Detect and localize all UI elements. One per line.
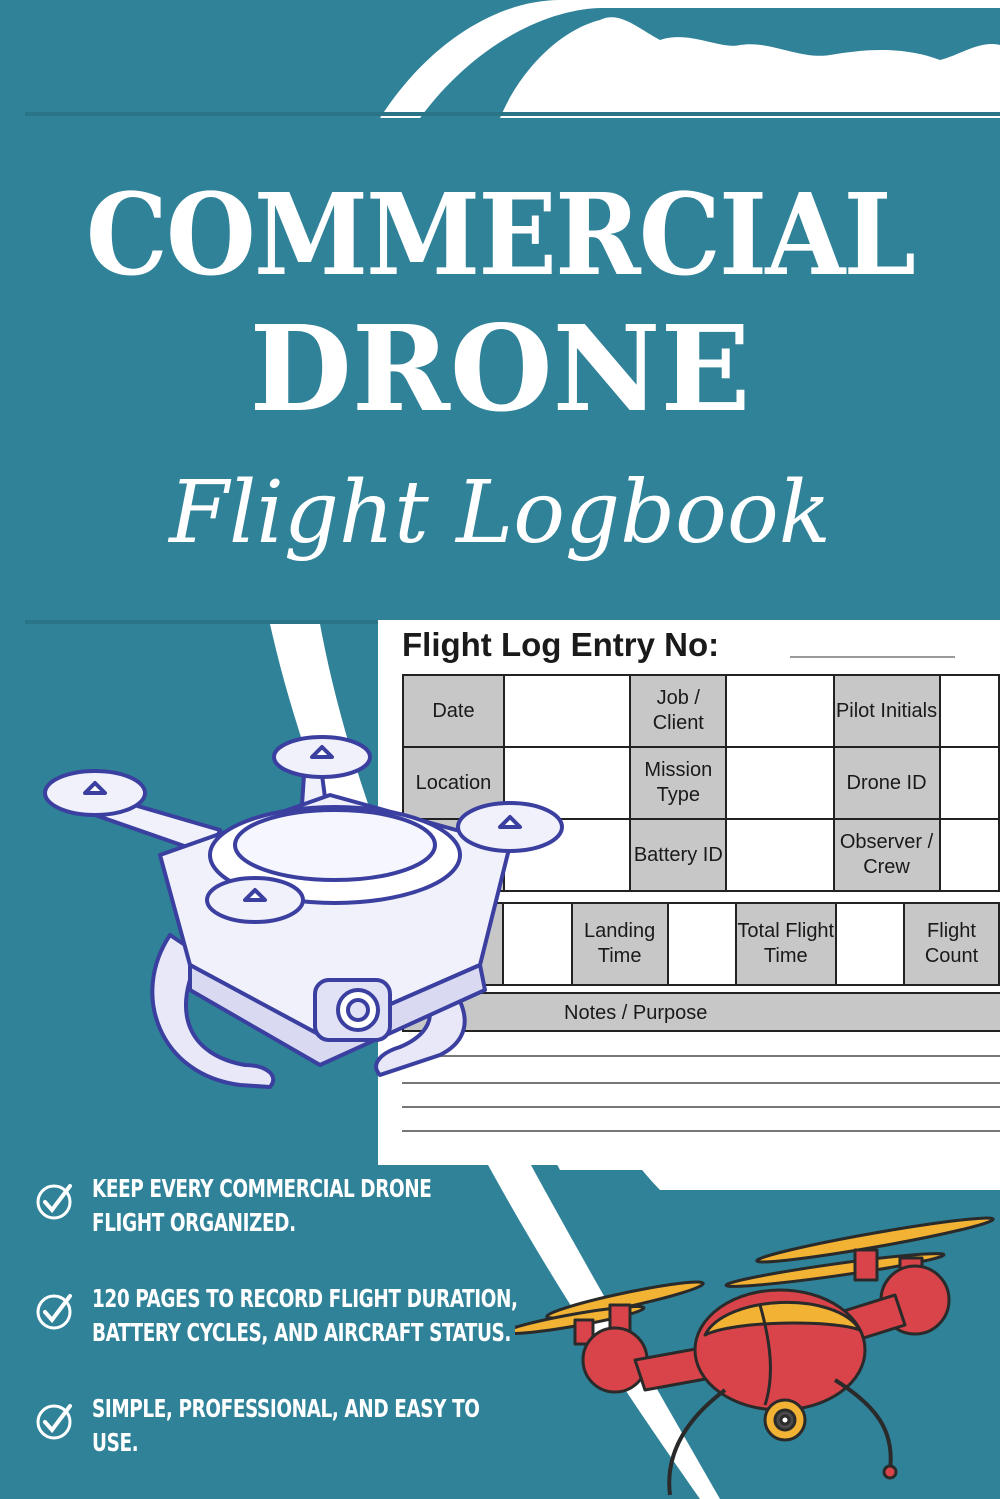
entry-number-line (790, 656, 955, 658)
note-line (402, 1106, 1000, 1108)
table-cell-empty (726, 819, 833, 891)
feature-item (34, 1392, 534, 1460)
table-cell-label: Flight Count (904, 903, 999, 985)
white-quadcopter-icon (40, 735, 575, 1100)
red-quadcopter-icon (515, 1210, 1000, 1499)
table-cell-label: Total Flight Time (736, 903, 835, 985)
table-cell-label: Location (403, 747, 504, 819)
title-line-drone: DRONE (249, 299, 751, 438)
table-cell-label: Pilot Initials (834, 675, 940, 747)
table-cell-label: Observer / Crew (834, 819, 940, 891)
table-cell-label: Battery ID (630, 819, 726, 891)
check-circle-icon (34, 1402, 74, 1442)
table-cell-empty (940, 747, 999, 819)
feature-text: SIMPLE, PROFESSIONAL, AND EASY TO USE. (92, 1394, 480, 1457)
table-cell-label: Job / Client (630, 675, 726, 747)
title-line-commercial: COMMERCIAL (85, 170, 915, 301)
feature-text: KEEP EVERY COMMERCIAL DRONE FLIGHT ORGANIZED. (92, 1174, 432, 1237)
table-cell-empty (940, 675, 999, 747)
cover-title (0, 170, 1000, 438)
check-circle-icon (34, 1182, 74, 1222)
table-cell-label: Mission Type (630, 747, 726, 819)
table-cell-empty (726, 747, 833, 819)
notes-purpose-bar: Notes / Purpose (402, 992, 1000, 1032)
feature-list (34, 1172, 534, 1460)
feature-item (34, 1172, 534, 1240)
table-cell-empty (836, 903, 905, 985)
log-sheet-heading: Flight Log Entry No: (402, 626, 720, 663)
cover-subtitle: Flight Logbook (169, 463, 831, 563)
table-cell-label: Landing Time (572, 903, 668, 985)
feature-text: 120 PAGES TO RECORD FLIGHT DURATION, BATTERY CYCLES, AND AIRCRAFT STATUS. (92, 1284, 518, 1347)
note-line (402, 1130, 1000, 1132)
table-cell-label: Date (403, 675, 504, 747)
table-cell-empty (726, 675, 833, 747)
table-cell-empty (668, 903, 737, 985)
check-circle-icon (34, 1292, 74, 1332)
feature-item (34, 1282, 534, 1350)
table-cell-empty (940, 819, 999, 891)
table-cell-label: Drone ID (834, 747, 940, 819)
